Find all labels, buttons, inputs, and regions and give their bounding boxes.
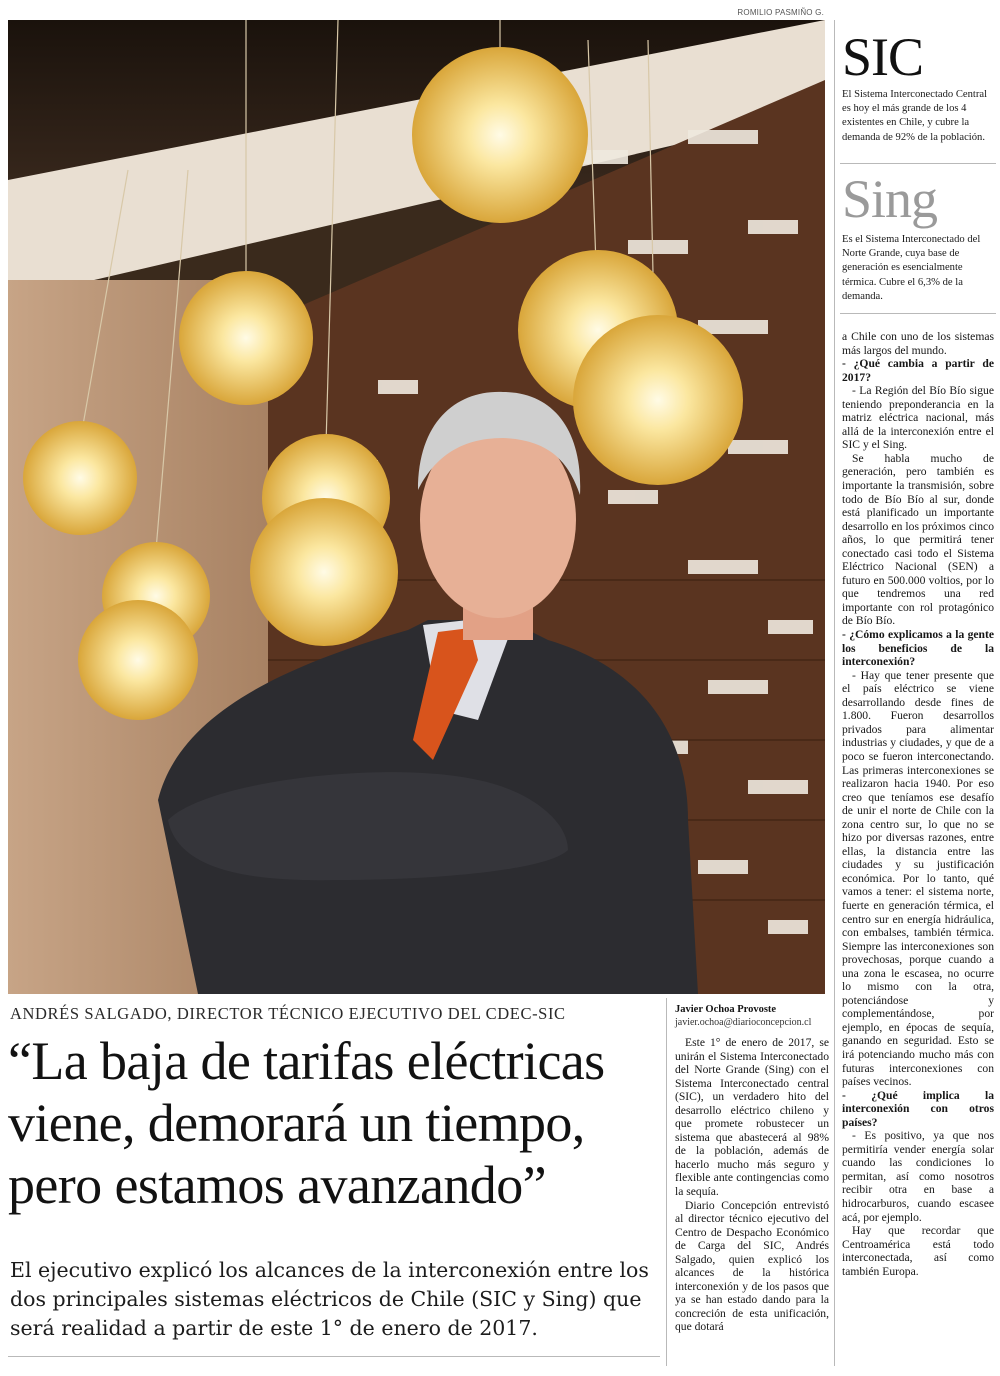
paragraph: a Chile con uno de los sistemas más largos del mundo. [842,330,994,357]
bottom-rule [8,1356,660,1357]
paragraph: Diario Concepción entrevistó al director técnico ejecutivo del Centro de Despacho Económico de Carga del SIC, Andrés Salgado, quien explicó los alcances de la histórica interconexión y de los pasos que ya se han estado dando para la concreción de esta unificación, que dotará [675,1198,829,1334]
portrait-photo [8,20,825,994]
paragraph: Se habla mucho de generación, pero también es importante la transmisión, sobre todo de Bío Bío al sur, donde está planificado un importante desarrollo en los próximos cinco años, lo que permitirá tener conectado casi todo el Sistema Eléctrico Nacional (SEN) a futuro en 500.000 voltios, por lo que tendremos una red importante con rol protagónico de Bío Bío. [842,451,994,628]
interview-question: - ¿Qué cambia a partir de 2017? [842,357,994,384]
article-column-2 [842,330,994,1278]
article-column-1 [675,1036,829,1334]
byline-author: Javier Ochoa Provoste [675,1004,777,1015]
byline-email: javier.ochoa@diarioconcepcion.cl [675,1017,812,1028]
article-kicker: ANDRÉS SALGADO, DIRECTOR TÉCNICO EJECUTIVO DEL CDEC-SIC [10,1004,566,1023]
sidebar-divider [840,163,996,164]
photo-credit: ROMILIO PASMIÑO G. [737,8,824,17]
article-headline: “La baja de tarifas eléctricas viene, demorará un tiempo, pero estamos avanzando” [8,1031,605,1215]
column-rule [834,20,835,1366]
article-deck: El ejecutivo explicó los alcances de la interconexión entre los dos principales sistemas eléctricos de Chile (SIC y Sing) que será realidad a partir de este 1° de enero de 2017. [10,1258,649,1340]
paragraph: - La Región del Bío Bío sigue teniendo preponderancia en la matriz eléctrica nacional, más allá de la interconexión entre el SIC y el Sing. [842,384,994,452]
sic-description: El Sistema Interconectado Central es hoy el más grande de los 4 existentes en Chile, y cubre la demanda de 92% de la población. [842,89,988,143]
interview-question: - ¿Qué implica la interconexión con otros países? [842,1088,994,1129]
paragraph: - Hay que tener presente que el país eléctrico se viene desarrollando desde fines de 1.800. Fueron desarrollos privados para alimentar industrias y ciudades, y que de a poco se fueron interconectando. Las primeras interconexiones se realizaron hacia 1940. Por eso creo que teníamos ese desafío de unir el norte de Chile con la zona centro sur, lo que no se hizo por diversas razones, entre ellas, la distancia entre las ciudades y su justificación económica. Por lo tanto, qué vamos a tener: el sistema norte, fuerte en generación térmica, el centro sur en energía hidráulica, con embalses, también térmica. Siempre las interconexiones son provechosas, porque cuando a una zona le escasea, no ocurre lo mismo con la otra, potenciándose y complementándose, por ejemplo, en épocas de sequía, ganando en seguridad. Esto se irá potenciando mucho más con futuras interconexiones con países vecinos. [842,668,994,1089]
sidebar-divider [840,313,996,314]
sing-description: Es el Sistema Interconectado del Norte Grande, cuya base de generación es esencialmente térmica. Cubre el 6,3% de la demanda. [842,234,981,302]
paragraph: - Es positivo, ya que nos permitiría vender energía solar cuando las condiciones lo permitan, así como nosotros recibir otra en base a hidrocarburos, cuando escasee acá, por ejemplo. [842,1129,994,1224]
sic-title: SIC [842,27,924,87]
paragraph: Este 1° de enero de 2017, se unirán el Sistema Interconectado del Norte Grande (Sing) con el Sistema Interconectado central (SIC), un verdadero hito del desarrollo eléctrico chileno y que promete robustecer un sistema que abastecerá al 98% de la población, además de hacerlo mucho más seguro y flexible ante contingencias como la sequía. [675,1036,829,1199]
sing-title: Sing [842,169,938,229]
paragraph: Hay que recordar que Centroamérica está todo interconectada, así como también Europa. [842,1224,994,1278]
interview-question: - ¿Cómo explicamos a la gente los beneficios de la interconexión? [842,628,994,669]
